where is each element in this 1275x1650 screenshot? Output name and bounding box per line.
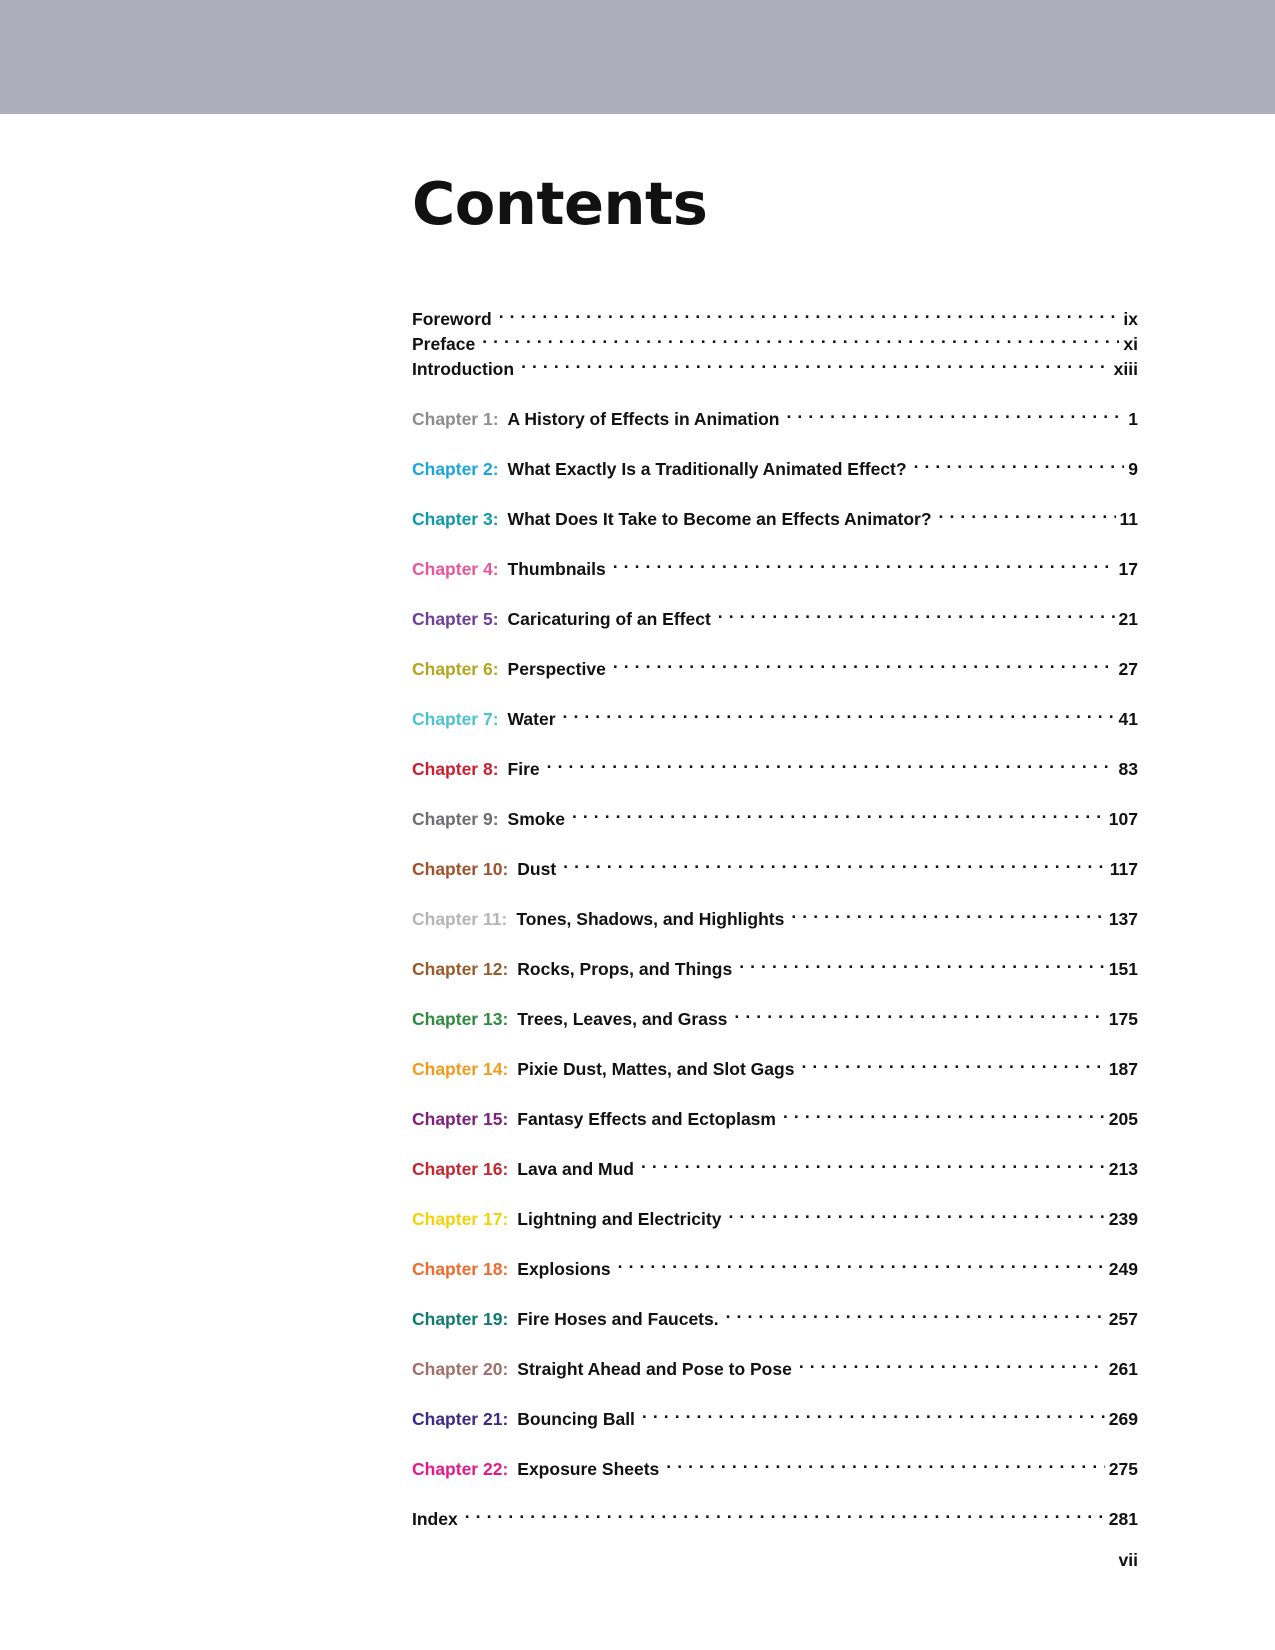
dot-leader <box>801 1050 1104 1075</box>
chapter-page-number: 17 <box>1118 559 1138 579</box>
chapter-title: What Does It Take to Become an Effects Animator? <box>507 509 932 529</box>
header-band <box>0 0 1275 114</box>
chapter-title: Bouncing Ball <box>517 1409 635 1429</box>
toc-entry-chapter-19[interactable] <box>412 1300 1138 1329</box>
chapter-title: Dust <box>517 859 557 879</box>
toc-entry-chapter-8[interactable] <box>412 750 1138 779</box>
chapter-number: Chapter 16: <box>412 1159 509 1179</box>
chapter-title: Fantasy Effects and Ectoplasm <box>517 1109 776 1129</box>
chapter-title: Perspective <box>507 659 606 679</box>
chapter-page-number: 107 <box>1108 809 1138 829</box>
toc-entry-chapter-11[interactable] <box>412 900 1138 929</box>
chapter-number: Chapter 9: <box>412 809 499 829</box>
chapter-page-number: 1 <box>1128 409 1138 429</box>
toc-entry-chapter-2[interactable] <box>412 450 1138 479</box>
chapter-title: Exposure Sheets <box>517 1459 660 1479</box>
chapter-page-number: 117 <box>1109 859 1138 879</box>
dot-leader <box>786 400 1124 425</box>
chapter-page-number: 9 <box>1128 459 1138 479</box>
chapter-page-number: 151 <box>1108 959 1138 979</box>
chapter-title: Smoke <box>507 809 565 829</box>
toc-entry-chapter-12[interactable] <box>412 950 1138 979</box>
chapter-title: Explosions <box>517 1259 611 1279</box>
chapter-title: Lava and Mud <box>517 1159 634 1179</box>
chapter-title: Fire Hoses and Faucets. <box>517 1309 719 1329</box>
dot-leader <box>718 600 1115 625</box>
toc-entry-foreword[interactable] <box>412 300 1138 329</box>
dot-leader <box>799 1350 1105 1375</box>
chapter-page-number: 83 <box>1118 759 1138 779</box>
chapter-page-number: 187 <box>1108 1059 1138 1079</box>
chapter-page-number: 21 <box>1118 609 1138 629</box>
chapter-page-number: 205 <box>1108 1109 1138 1129</box>
chapter-number: Chapter 21: <box>412 1409 509 1429</box>
chapter-number: Chapter 13: <box>412 1009 509 1029</box>
page-title: Contents <box>412 169 708 238</box>
chapter-title: Fire <box>507 759 540 779</box>
toc-entry-chapter-17[interactable] <box>412 1200 1138 1229</box>
chapter-title: Rocks, Props, and Things <box>517 959 733 979</box>
dot-leader <box>726 1300 1105 1325</box>
chapter-number: Chapter 12: <box>412 959 509 979</box>
chapter-number: Chapter 20: <box>412 1359 509 1379</box>
chapter-number: Chapter 19: <box>412 1309 509 1329</box>
toc-entry-chapter-9[interactable] <box>412 800 1138 829</box>
dot-leader <box>914 450 1125 475</box>
dot-leader <box>641 1150 1105 1175</box>
chapter-title: Thumbnails <box>507 559 606 579</box>
toc-entry-chapter-1[interactable] <box>412 400 1138 429</box>
chapter-page-number: 257 <box>1108 1309 1138 1329</box>
dot-leader <box>613 550 1115 575</box>
chapter-number: Chapter 1: <box>412 409 499 429</box>
dot-leader <box>791 900 1104 925</box>
table-of-contents <box>412 300 1138 1529</box>
chapter-number: Chapter 17: <box>412 1209 509 1229</box>
dot-leader <box>572 800 1105 825</box>
chapter-title: What Exactly Is a Traditionally Animated Effect? <box>507 459 907 479</box>
toc-entry-chapter-6[interactable] <box>412 650 1138 679</box>
chapter-page-number: 11 <box>1119 509 1138 529</box>
chapter-number: Chapter 22: <box>412 1459 509 1479</box>
chapter-number: Chapter 6: <box>412 659 499 679</box>
entry-page-number: ix <box>1123 309 1138 329</box>
chapter-page-number: 137 <box>1108 909 1138 929</box>
entry-title: Foreword <box>412 309 492 329</box>
dot-leader <box>465 1500 1105 1525</box>
toc-entry-chapter-3[interactable] <box>412 500 1138 529</box>
chapter-number: Chapter 10: <box>412 859 509 879</box>
chapter-number: Chapter 7: <box>412 709 499 729</box>
dot-leader <box>547 750 1115 775</box>
dot-leader <box>563 850 1106 875</box>
chapter-page-number: 175 <box>1108 1009 1138 1029</box>
chapter-page-number: 213 <box>1108 1159 1138 1179</box>
toc-entry-chapter-21[interactable] <box>412 1400 1138 1429</box>
chapter-number: Chapter 15: <box>412 1109 509 1129</box>
chapter-title: Trees, Leaves, and Grass <box>517 1009 728 1029</box>
dot-leader <box>734 1000 1104 1025</box>
chapter-number: Chapter 18: <box>412 1259 509 1279</box>
chapter-page-number: 249 <box>1108 1259 1138 1279</box>
dot-leader <box>739 950 1105 975</box>
chapter-page-number: 27 <box>1118 659 1138 679</box>
chapter-number: Chapter 5: <box>412 609 499 629</box>
chapter-page-number: 275 <box>1108 1459 1138 1479</box>
chapter-number: Chapter 14: <box>412 1059 509 1079</box>
dot-leader <box>939 500 1116 525</box>
entry-page-number: xiii <box>1113 359 1138 379</box>
dot-leader <box>482 325 1119 350</box>
entry-title: Introduction <box>412 359 515 379</box>
toc-entry-chapter-14[interactable] <box>412 1050 1138 1079</box>
toc-entry-chapter-15[interactable] <box>412 1100 1138 1129</box>
chapter-page-number: 41 <box>1118 709 1138 729</box>
entry-page-number: xi <box>1123 334 1138 354</box>
toc-entry-chapter-5[interactable] <box>412 600 1138 629</box>
chapter-title: A History of Effects in Animation <box>507 409 780 429</box>
toc-entry-chapter-22[interactable] <box>412 1450 1138 1479</box>
toc-entry-introduction[interactable] <box>412 350 1138 379</box>
chapter-title: Straight Ahead and Pose to Pose <box>517 1359 792 1379</box>
dot-leader <box>728 1200 1104 1225</box>
toc-entry-index[interactable] <box>412 1500 1138 1529</box>
entry-title: Preface <box>412 334 476 354</box>
chapter-page-number: 261 <box>1108 1359 1138 1379</box>
toc-entry-preface[interactable] <box>412 325 1138 354</box>
toc-entry-chapter-7[interactable] <box>412 700 1138 729</box>
front-matter-list <box>412 300 1138 379</box>
dot-leader <box>563 700 1115 725</box>
chapter-number: Chapter 3: <box>412 509 499 529</box>
chapter-number: Chapter 4: <box>412 559 499 579</box>
toc-entry-chapter-13[interactable] <box>412 1000 1138 1029</box>
chapter-number: Chapter 2: <box>412 459 499 479</box>
chapter-list <box>412 400 1138 1479</box>
chapter-page-number: 269 <box>1108 1409 1138 1429</box>
chapter-title: Tones, Shadows, and Highlights <box>516 909 785 929</box>
dot-leader <box>521 350 1110 375</box>
dot-leader <box>666 1450 1105 1475</box>
toc-entry-chapter-10[interactable] <box>412 850 1138 879</box>
toc-entry-chapter-18[interactable] <box>412 1250 1138 1279</box>
dot-leader <box>642 1400 1105 1425</box>
toc-entry-chapter-4[interactable] <box>412 550 1138 579</box>
toc-entry-chapter-16[interactable] <box>412 1150 1138 1179</box>
dot-leader <box>618 1250 1105 1275</box>
chapter-title: Lightning and Electricity <box>517 1209 722 1229</box>
dot-leader <box>613 650 1115 675</box>
contents-page <box>412 160 1138 1529</box>
chapter-title: Water <box>507 709 556 729</box>
chapter-number: Chapter 8: <box>412 759 499 779</box>
dot-leader <box>499 300 1120 325</box>
index-page-number: 281 <box>1108 1509 1138 1529</box>
chapter-page-number: 239 <box>1108 1209 1138 1229</box>
chapter-number: Chapter 11: <box>412 909 508 929</box>
index-title: Index <box>412 1509 458 1529</box>
chapter-title: Pixie Dust, Mattes, and Slot Gags <box>517 1059 795 1079</box>
toc-entry-chapter-20[interactable] <box>412 1350 1138 1379</box>
page-folio: vii <box>1118 1550 1138 1570</box>
chapter-title: Caricaturing of an Effect <box>507 609 711 629</box>
dot-leader <box>783 1100 1105 1125</box>
